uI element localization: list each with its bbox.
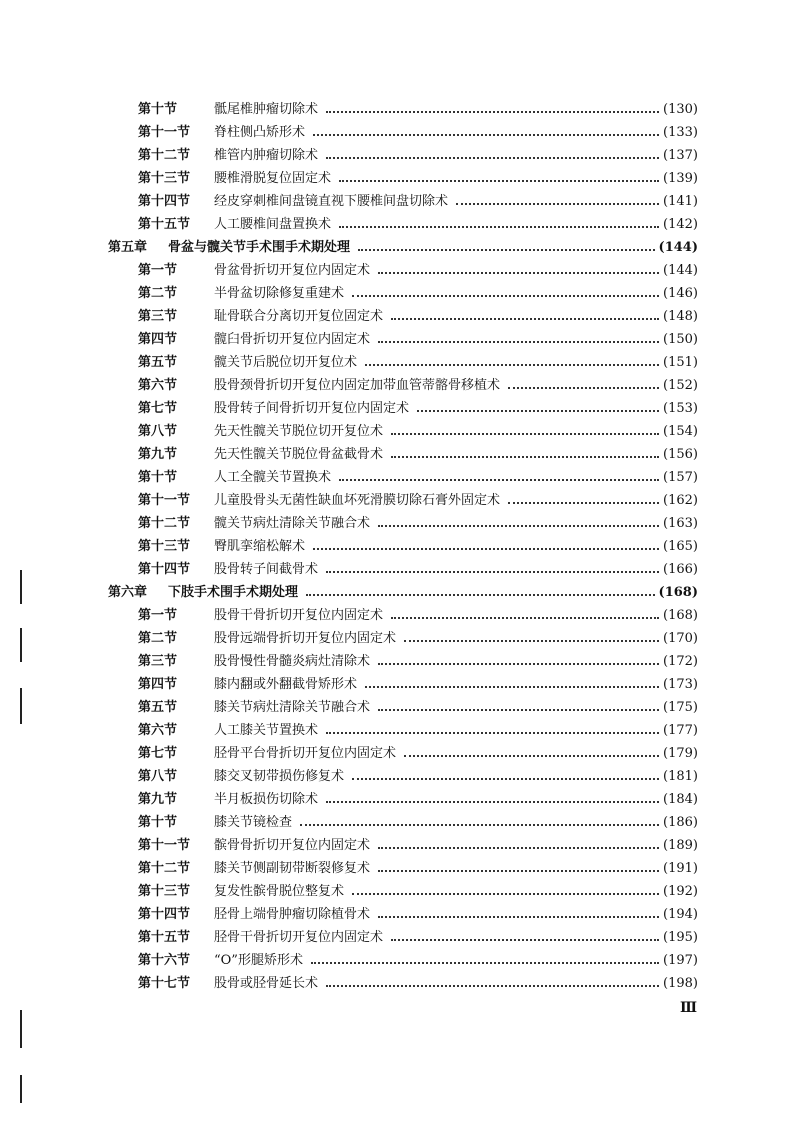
toc-section-row <box>108 604 698 627</box>
toc-section-row <box>108 627 698 650</box>
toc-entry-page: (150) <box>663 332 698 347</box>
toc-entry-page: (156) <box>663 447 698 462</box>
dot-leader <box>391 318 659 320</box>
toc-section-row <box>108 397 698 420</box>
toc-entry-page: (186) <box>663 815 698 830</box>
dot-leader <box>391 939 659 941</box>
toc-entry-page: (144) <box>658 240 698 255</box>
toc-entry-label: 第二节 <box>138 286 178 301</box>
toc-section-row <box>108 857 698 880</box>
toc-entry-page: (130) <box>663 102 698 117</box>
dot-leader <box>311 962 659 964</box>
toc-entry-page: (184) <box>663 792 698 807</box>
toc-section-row <box>108 144 698 167</box>
toc-entry-label: 第八节 <box>138 424 178 439</box>
toc-chapter-row <box>108 581 698 604</box>
toc-entry-label: 第三节 <box>138 654 178 669</box>
dot-leader <box>313 548 659 550</box>
toc-section-row <box>108 949 698 972</box>
toc-entry-label: 第六节 <box>138 378 178 393</box>
toc-entry-page: (168) <box>658 585 698 600</box>
dot-leader <box>378 847 659 849</box>
toc-entry-label: 第十节 <box>138 815 178 830</box>
toc-entry-label: 第一节 <box>138 608 178 623</box>
toc-section-row <box>108 328 698 351</box>
scan-margin-line <box>20 628 22 662</box>
table-of-contents <box>108 98 698 995</box>
toc-entry-label: 第十二节 <box>138 861 191 876</box>
toc-section-row <box>108 926 698 949</box>
toc-entry-page: (133) <box>663 125 698 140</box>
dot-leader <box>508 387 659 389</box>
toc-section-row <box>108 443 698 466</box>
toc-entry-page: (162) <box>663 493 698 508</box>
toc-entry-title: 股骨转子间骨折切开复位内固定术 <box>214 401 410 416</box>
dot-leader <box>378 341 659 343</box>
toc-entry-label: 第十五节 <box>138 930 191 945</box>
toc-entry-title: 半骨盆切除修复重建术 <box>214 286 345 301</box>
toc-entry-title: 儿童股骨头无菌性缺血坏死滑膜切除石膏外固定术 <box>214 493 501 508</box>
toc-section-row <box>108 213 698 236</box>
toc-entry-label: 第十一节 <box>138 838 191 853</box>
toc-entry-label: 第十三节 <box>138 539 191 554</box>
scan-margin-line <box>20 1010 22 1048</box>
toc-entry-page: (148) <box>663 309 698 324</box>
toc-entry-title: 膝内翻或外翻截骨矫形术 <box>214 677 358 692</box>
toc-section-row <box>108 259 698 282</box>
toc-section-row <box>108 696 698 719</box>
dot-leader <box>391 433 659 435</box>
toc-entry-label: 第十四节 <box>138 907 191 922</box>
toc-entry-label: 第十节 <box>138 470 178 485</box>
toc-section-row <box>108 811 698 834</box>
toc-entry-title: 膝交叉韧带损伤修复术 <box>214 769 345 784</box>
dot-leader <box>508 502 659 504</box>
toc-entry-label: 第四节 <box>138 677 178 692</box>
toc-entry-title: 臀肌挛缩松解术 <box>214 539 306 554</box>
toc-entry-title: 髋臼骨折切开复位内固定术 <box>214 332 371 347</box>
dot-leader <box>339 180 659 182</box>
toc-entry-label: 第五节 <box>138 700 178 715</box>
toc-entry-page: (170) <box>663 631 698 646</box>
dot-leader <box>404 755 659 757</box>
toc-entry-label: 第十二节 <box>138 148 191 163</box>
toc-entry-title: 人工全髋关节置换术 <box>214 470 332 485</box>
toc-entry-page: (141) <box>663 194 698 209</box>
toc-entry-page: (163) <box>663 516 698 531</box>
dot-leader <box>339 226 659 228</box>
toc-section-row <box>108 512 698 535</box>
toc-entry-title: 股骨颈骨折切开复位内固定加带血管蒂髂骨移植术 <box>214 378 501 393</box>
dot-leader <box>404 640 659 642</box>
dot-leader <box>326 157 659 159</box>
toc-entry-page: (153) <box>663 401 698 416</box>
toc-entry-label: 第九节 <box>138 447 178 462</box>
toc-entry-page: (137) <box>663 148 698 163</box>
toc-entry-page: (154) <box>663 424 698 439</box>
toc-entry-label: 第六节 <box>138 723 178 738</box>
toc-entry-title: 股骨远端骨折切开复位内固定术 <box>214 631 397 646</box>
dot-leader <box>365 686 659 688</box>
dot-leader <box>378 663 659 665</box>
dot-leader <box>391 617 659 619</box>
toc-entry-title: 人工腰椎间盘置换术 <box>214 217 332 232</box>
toc-entry-page: (151) <box>663 355 698 370</box>
toc-entry-title: 骨盆骨折切开复位内固定术 <box>214 263 371 278</box>
toc-section-row <box>108 880 698 903</box>
toc-entry-title: 椎管内肿瘤切除术 <box>214 148 319 163</box>
toc-entry-title: “O”形腿矫形术 <box>214 953 303 968</box>
toc-entry-label: 第十四节 <box>138 194 191 209</box>
dot-leader <box>326 571 659 573</box>
toc-section-row <box>108 535 698 558</box>
toc-section-row <box>108 351 698 374</box>
toc-section-row <box>108 834 698 857</box>
toc-section-row <box>108 903 698 926</box>
toc-entry-page: (146) <box>663 286 698 301</box>
dot-leader <box>326 732 659 734</box>
dot-leader <box>378 525 659 527</box>
toc-entry-page: (172) <box>663 654 698 669</box>
toc-entry-label: 第九节 <box>138 792 178 807</box>
toc-entry-page: (152) <box>663 378 698 393</box>
toc-entry-label: 第七节 <box>138 746 178 761</box>
dot-leader <box>378 870 659 872</box>
toc-section-row <box>108 788 698 811</box>
page-number: Ⅲ <box>680 1000 698 1016</box>
toc-entry-title: 膝关节侧副韧带断裂修复术 <box>214 861 371 876</box>
toc-entry-label: 第十节 <box>138 102 178 117</box>
toc-entry-label: 第十四节 <box>138 562 191 577</box>
toc-entry-title: 复发性髌骨脱位整复术 <box>214 884 345 899</box>
toc-section-row <box>108 420 698 443</box>
toc-entry-title: 膝关节镜检查 <box>214 815 293 830</box>
toc-entry-page: (198) <box>663 976 698 991</box>
toc-entry-title: 脊柱侧凸矫形术 <box>214 125 306 140</box>
toc-entry-title: 先天性髋关节脱位切开复位术 <box>214 424 384 439</box>
dot-leader <box>378 709 659 711</box>
toc-entry-page: (173) <box>663 677 698 692</box>
toc-entry-title: 股骨慢性骨髓炎病灶清除术 <box>214 654 371 669</box>
toc-section-row <box>108 972 698 995</box>
toc-entry-title: 股骨干骨折切开复位内固定术 <box>214 608 384 623</box>
dot-leader <box>378 272 659 274</box>
toc-entry-label: 第二节 <box>138 631 178 646</box>
dot-leader <box>313 134 659 136</box>
toc-section-row <box>108 305 698 328</box>
toc-entry-page: (142) <box>663 217 698 232</box>
toc-section-row <box>108 765 698 788</box>
toc-entry-title: 骶尾椎肿瘤切除术 <box>214 102 319 117</box>
toc-entry-page: (197) <box>663 953 698 968</box>
toc-section-row <box>108 650 698 673</box>
toc-entry-label: 第十三节 <box>138 884 191 899</box>
toc-entry-page: (191) <box>663 861 698 876</box>
toc-entry-title: 腰椎滑脱复位固定术 <box>214 171 332 186</box>
toc-entry-page: (189) <box>663 838 698 853</box>
toc-entry-label: 第十二节 <box>138 516 191 531</box>
toc-entry-page: (194) <box>663 907 698 922</box>
scan-margin-line <box>20 570 22 604</box>
toc-entry-page: (144) <box>663 263 698 278</box>
dot-leader <box>417 410 659 412</box>
toc-entry-page: (175) <box>663 700 698 715</box>
toc-entry-page: (181) <box>663 769 698 784</box>
toc-section-row <box>108 719 698 742</box>
toc-entry-label: 第三节 <box>138 309 178 324</box>
toc-section-row <box>108 742 698 765</box>
toc-entry-label: 第十五节 <box>138 217 191 232</box>
toc-entry-title: 髋关节后脱位切开复位术 <box>214 355 358 370</box>
toc-section-row <box>108 374 698 397</box>
toc-entry-page: (166) <box>663 562 698 577</box>
toc-entry-label: 第五节 <box>138 355 178 370</box>
toc-section-row <box>108 466 698 489</box>
dot-leader <box>306 594 655 596</box>
dot-leader <box>352 295 659 297</box>
toc-section-row <box>108 558 698 581</box>
toc-entry-label: 第十一节 <box>138 493 191 508</box>
dot-leader <box>352 778 659 780</box>
scan-margin-line <box>20 1075 22 1103</box>
toc-entry-label: 第十三节 <box>138 171 191 186</box>
toc-entry-label: 第一节 <box>138 263 178 278</box>
dot-leader <box>378 916 659 918</box>
dot-leader <box>326 801 659 803</box>
toc-entry-title: 经皮穿刺椎间盘镜直视下腰椎间盘切除术 <box>214 194 449 209</box>
toc-entry-label: 第十七节 <box>138 976 191 991</box>
toc-entry-title: 股骨或胫骨延长术 <box>214 976 319 991</box>
toc-entry-label: 第七节 <box>138 401 178 416</box>
scan-margin-line <box>20 688 22 724</box>
toc-entry-title: 胫骨平台骨折切开复位内固定术 <box>214 746 397 761</box>
toc-entry-page: (192) <box>663 884 698 899</box>
toc-entry-title: 人工膝关节置换术 <box>214 723 319 738</box>
toc-section-row <box>108 673 698 696</box>
toc-entry-label: 第八节 <box>138 769 178 784</box>
dot-leader <box>365 364 659 366</box>
dot-leader <box>339 479 659 481</box>
toc-entry-title: 先天性髋关节脱位骨盆截骨术 <box>214 447 384 462</box>
toc-section-row <box>108 121 698 144</box>
toc-entry-label: 第十一节 <box>138 125 191 140</box>
toc-entry-title: 膝关节病灶清除关节融合术 <box>214 700 371 715</box>
toc-entry-page: (177) <box>663 723 698 738</box>
toc-entry-page: (168) <box>663 608 698 623</box>
toc-entry-title: 胫骨干骨折切开复位内固定术 <box>214 930 384 945</box>
toc-entry-title: 半月板损伤切除术 <box>214 792 319 807</box>
toc-entry-title: 下肢手术围手术期处理 <box>168 585 299 600</box>
dot-leader <box>391 456 659 458</box>
toc-section-row <box>108 282 698 305</box>
toc-entry-page: (165) <box>663 539 698 554</box>
toc-entry-page: (195) <box>663 930 698 945</box>
dot-leader <box>456 203 659 205</box>
toc-section-row <box>108 98 698 121</box>
dot-leader <box>352 893 659 895</box>
toc-entry-title: 胫骨上端骨肿瘤切除植骨术 <box>214 907 371 922</box>
toc-entry-title: 骨盆与髋关节手术围手术期处理 <box>168 240 351 255</box>
dot-leader <box>300 824 659 826</box>
toc-section-row <box>108 190 698 213</box>
toc-section-row <box>108 167 698 190</box>
toc-entry-page: (179) <box>663 746 698 761</box>
toc-section-row <box>108 489 698 512</box>
toc-entry-page: (157) <box>663 470 698 485</box>
dot-leader <box>326 985 659 987</box>
toc-entry-label: 第四节 <box>138 332 178 347</box>
toc-entry-title: 髋关节病灶清除关节融合术 <box>214 516 371 531</box>
dot-leader <box>358 249 655 251</box>
toc-entry-page: (139) <box>663 171 698 186</box>
toc-entry-title: 髌骨骨折切开复位内固定术 <box>214 838 371 853</box>
toc-entry-title: 股骨转子间截骨术 <box>214 562 319 577</box>
toc-entry-label: 第十六节 <box>138 953 191 968</box>
dot-leader <box>326 111 659 113</box>
toc-chapter-row <box>108 236 698 259</box>
toc-entry-title: 耻骨联合分离切开复位固定术 <box>214 309 384 324</box>
toc-entry-label: 第五章 <box>108 240 148 255</box>
toc-entry-label: 第六章 <box>108 585 148 600</box>
